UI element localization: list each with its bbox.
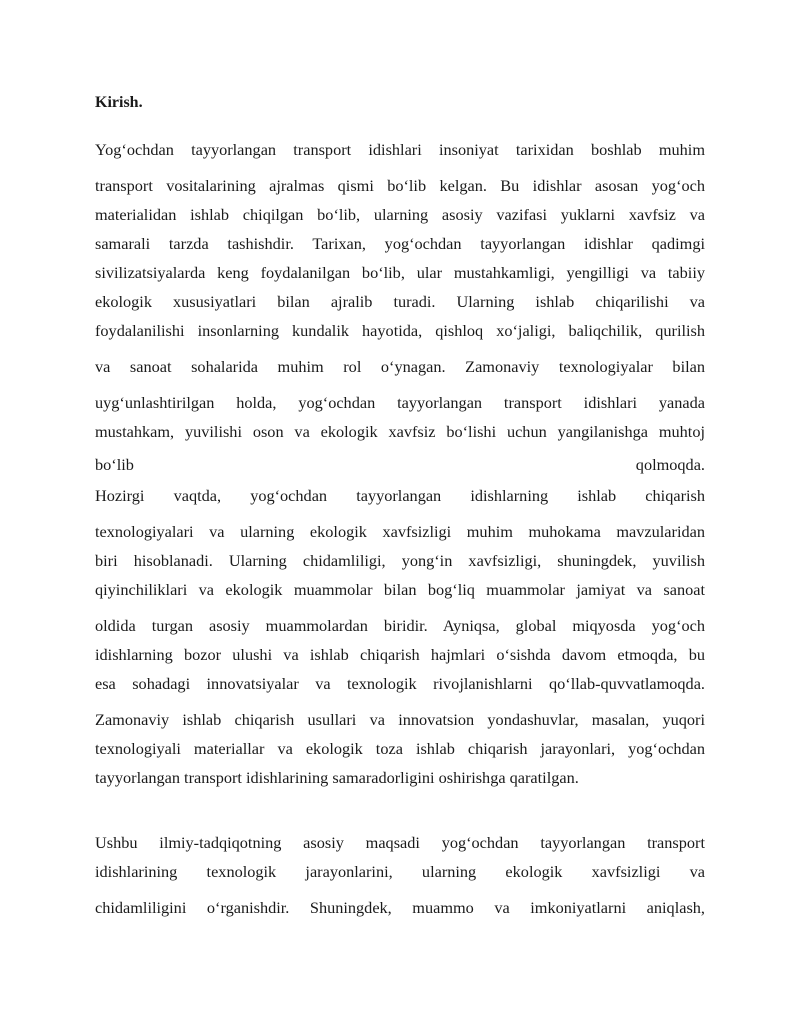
text-line: transport vositalarining ajralmas qismi bo‘lib kelgan. Bu idishlar asosan yog‘och [95, 176, 705, 195]
section-heading: Kirish. [95, 94, 143, 111]
text-line: samarali tarzda tashishdir. Tarixan, yog‘ochdan tayyorlangan idishlar qadimgi [95, 234, 705, 253]
text-line: esa sohadagi innovatsiyalar va texnologik rivojlanishlarni qo‘llab-quvvatlamoqda. [95, 674, 705, 693]
text-line: Hozirgi vaqtda, yog‘ochdan tayyorlangan idishlarning ishlab chiqarish [95, 486, 705, 505]
text-line: materialidan ishlab chiqilgan bo‘lib, ularning asosiy vazifasi yuklarni xavfsiz va [95, 205, 705, 224]
text-line: biri hisoblanadi. Ularning chidamliligi, yong‘in xavfsizligi, shuningdek, yuvilish [95, 551, 705, 570]
text-line: texnologiyalari va ularning ekologik xavfsizligi muhim muhokama mavzularidan [95, 522, 705, 541]
text-line: Zamonaviy ishlab chiqarish usullari va innovatsion yondashuvlar, masalan, yuqori [95, 710, 705, 729]
text-line: texnologiyali materiallar va ekologik toza ishlab chiqarish jarayonlari, yog‘ochdan [95, 739, 705, 758]
text-line: idishlarning bozor ulushi va ishlab chiqarish hajmlari o‘sishda davom etmoqda, bu [95, 645, 705, 664]
text-line: ekologik xususiyatlari bilan ajralib turadi. Ularning ishlab chiqarilishi va [95, 292, 705, 311]
text-line: Yog‘ochdan tayyorlangan transport idishlari insoniyat tarixidan boshlab muhim [95, 140, 705, 159]
text-line: qiyinchiliklari va ekologik muammolar bilan bog‘liq muammolar jamiyat va sanoat [95, 580, 705, 599]
text-line: chidamliligini o‘rganishdir. Shuningdek, muammo va imkoniyatlarni aniqlash, [95, 898, 705, 917]
text-line: Ushbu ilmiy-tadqiqotning asosiy maqsadi yog‘ochdan tayyorlangan transport [95, 833, 705, 852]
text-line: tayyorlangan transport idishlarining samaradorligini oshirishga qaratilgan. [95, 768, 579, 787]
text-line: idishlarining texnologik jarayonlarini, ularning ekologik xavfsizligi va [95, 862, 705, 881]
text-line: mustahkam, yuvilishi oson va ekologik xavfsiz bo‘lishi uchun yangilanishga muhtoj [95, 422, 705, 441]
text-line: oldida turgan asosiy muammolardan biridir. Ayniqsa, global miqyosda yog‘och [95, 616, 705, 635]
text-line: sivilizatsiyalarda keng foydalanilgan bo‘lib, ular mustahkamligi, yengilligi va tabiiy [95, 263, 705, 282]
text-line: foydalanilishi insonlarning kundalik hayotida, qishloq xo‘jaligi, baliqchilik, qurilish [95, 321, 705, 340]
text-line: uyg‘unlashtirilgan holda, yog‘ochdan tayyorlangan transport idishlari yanada [95, 393, 705, 412]
text-line: bo‘lib qolmoqda. [95, 455, 705, 474]
text-line: va sanoat sohalarida muhim rol o‘ynagan. Zamonaviy texnologiyalar bilan [95, 357, 705, 376]
